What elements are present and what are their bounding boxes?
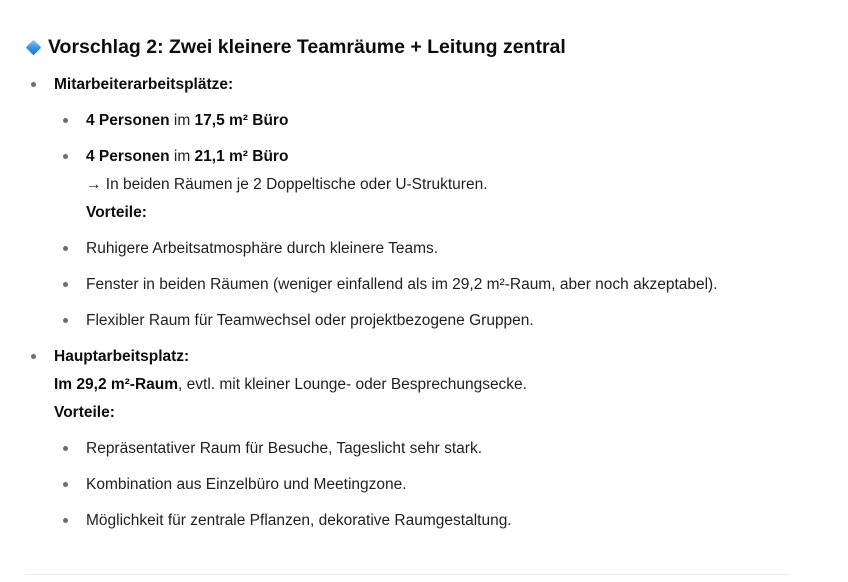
list-item-room-1: 4 Personen im 17,5 m² Büro [86, 112, 289, 129]
advantages-label: Vorteile: [86, 204, 147, 221]
proposal-heading [25, 34, 566, 60]
list-item-advantage: Repräsentativer Raum für Besuche, Tageslicht sehr stark. [86, 440, 483, 457]
list-item-advantage: Fenster in beiden Räumen (weniger einfallend als im 29,2 m²-Raum, aber noch akzeptabel). [86, 276, 718, 293]
bullet-icon [63, 118, 68, 123]
list-item-advantage: Ruhigere Arbeitsatmosphäre durch kleinere Teams. [86, 240, 439, 257]
main-room-description: Im 29,2 m²-Raum, evtl. mit kleiner Lounge- oder Besprechungsecke. [54, 376, 527, 393]
section-label-workplaces: Mitarbeiterarbeitsplätze: [54, 76, 234, 93]
section-divider [25, 574, 790, 575]
list-item-advantage: Flexibler Raum für Teamwechsel oder projektbezogene Gruppen. [86, 312, 534, 329]
list-item-room-2: 4 Personen im 21,1 m² Büro [86, 148, 289, 165]
list-item-advantage: Möglichkeit für zentrale Pflanzen, dekorative Raumgestaltung. [86, 512, 512, 529]
bullet-icon [31, 354, 36, 359]
bullet-icon [63, 446, 68, 451]
list-item-advantage: Kombination aus Einzelbüro und Meetingzone. [86, 476, 407, 493]
section-label-main-workplace: Hauptarbeitsplatz: [54, 348, 190, 365]
room-note: → In beiden Räumen je 2 Doppeltische oder U-Strukturen. [86, 176, 488, 193]
bullet-icon [63, 482, 68, 487]
bullet-icon [63, 318, 68, 323]
bullet-icon [31, 82, 36, 87]
bullet-icon [63, 518, 68, 523]
blue-diamond-icon [25, 39, 42, 56]
proposal-title: Vorschlag 2: Zwei kleinere Teamräume + Leitung zentral [48, 35, 566, 58]
bullet-icon [63, 246, 68, 251]
bullet-icon [63, 282, 68, 287]
advantages-label: Vorteile: [54, 404, 115, 421]
bullet-icon [63, 154, 68, 159]
